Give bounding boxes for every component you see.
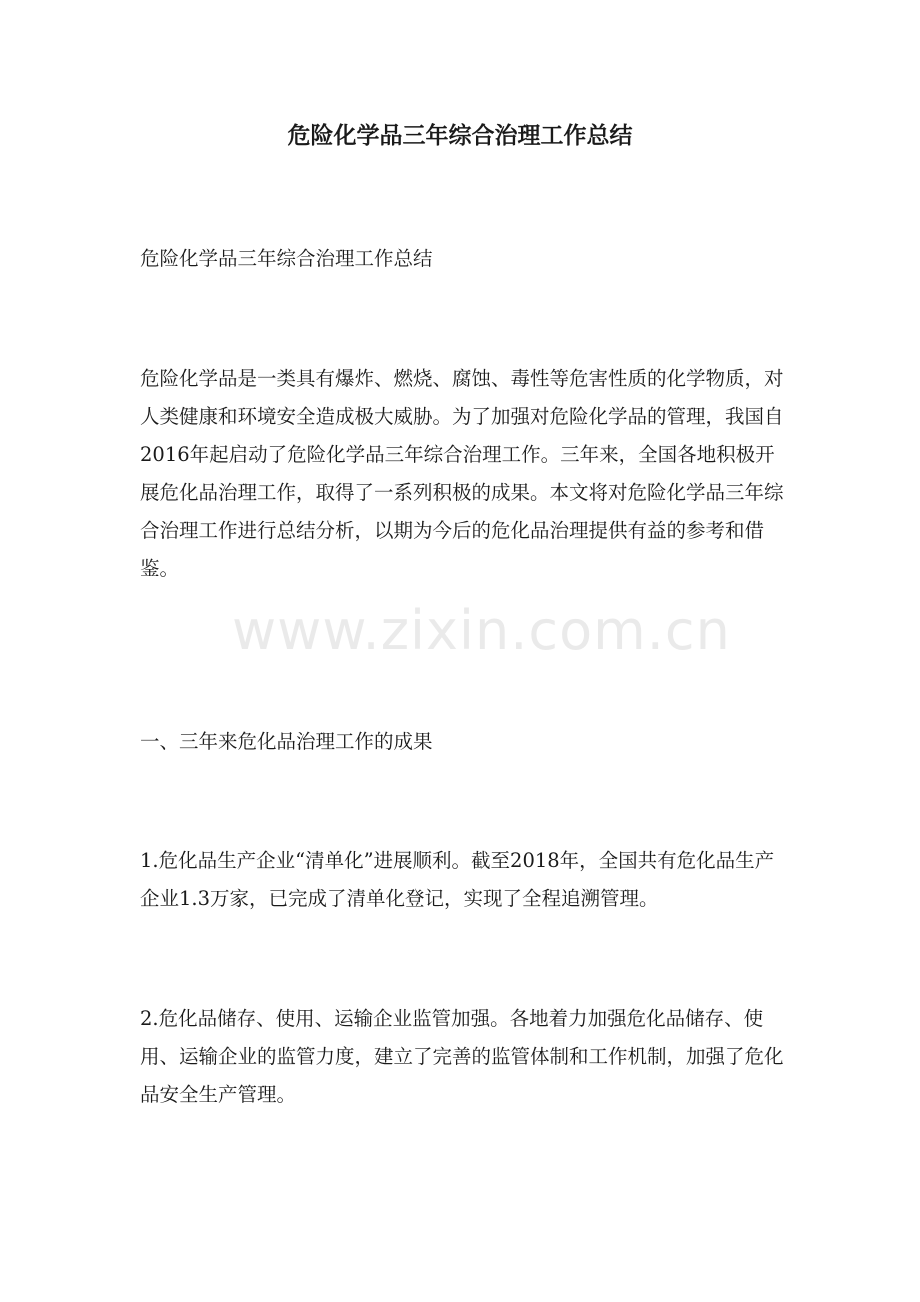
document-title: 危险化学品三年综合治理工作总结 bbox=[287, 123, 633, 149]
section-heading: 一、三年来危化品治理工作的成果 bbox=[140, 730, 433, 753]
list-item-1: 1.危化品生产企业“清单化”进展顺利。截至2018年，全国共有危化品生产企业1.3万家，已完成了清单化登记，实现了全程追溯管理。 bbox=[140, 849, 775, 910]
watermark-text: www.zixin.com.cn bbox=[232, 599, 731, 662]
intro-paragraph: 危险化学品是一类具有爆炸、燃烧、腐蚀、毒性等危害性质的化学物质，对人类健康和环境安全造成极大威胁。为了加强对危险化学品的管理，我国自2016年起启动了危险化学品三年综合治理工作。三年来，全国各地积极开展危化品治理工作，取得了一系列积极的成果。本文将对危险化学品三年综合治理工作进行总结分析，以期为今后的危化品治理提供有益的参考和借鉴。 bbox=[140, 367, 784, 580]
list-item-2: 2.危化品储存、使用、运输企业监管加强。各地着力加强危化品储存、使用、运输企业的监管力度，建立了完善的监管体制和工作机制，加强了危化品安全生产管理。 bbox=[140, 1007, 784, 1106]
document-subtitle: 危险化学品三年综合治理工作总结 bbox=[140, 247, 433, 270]
